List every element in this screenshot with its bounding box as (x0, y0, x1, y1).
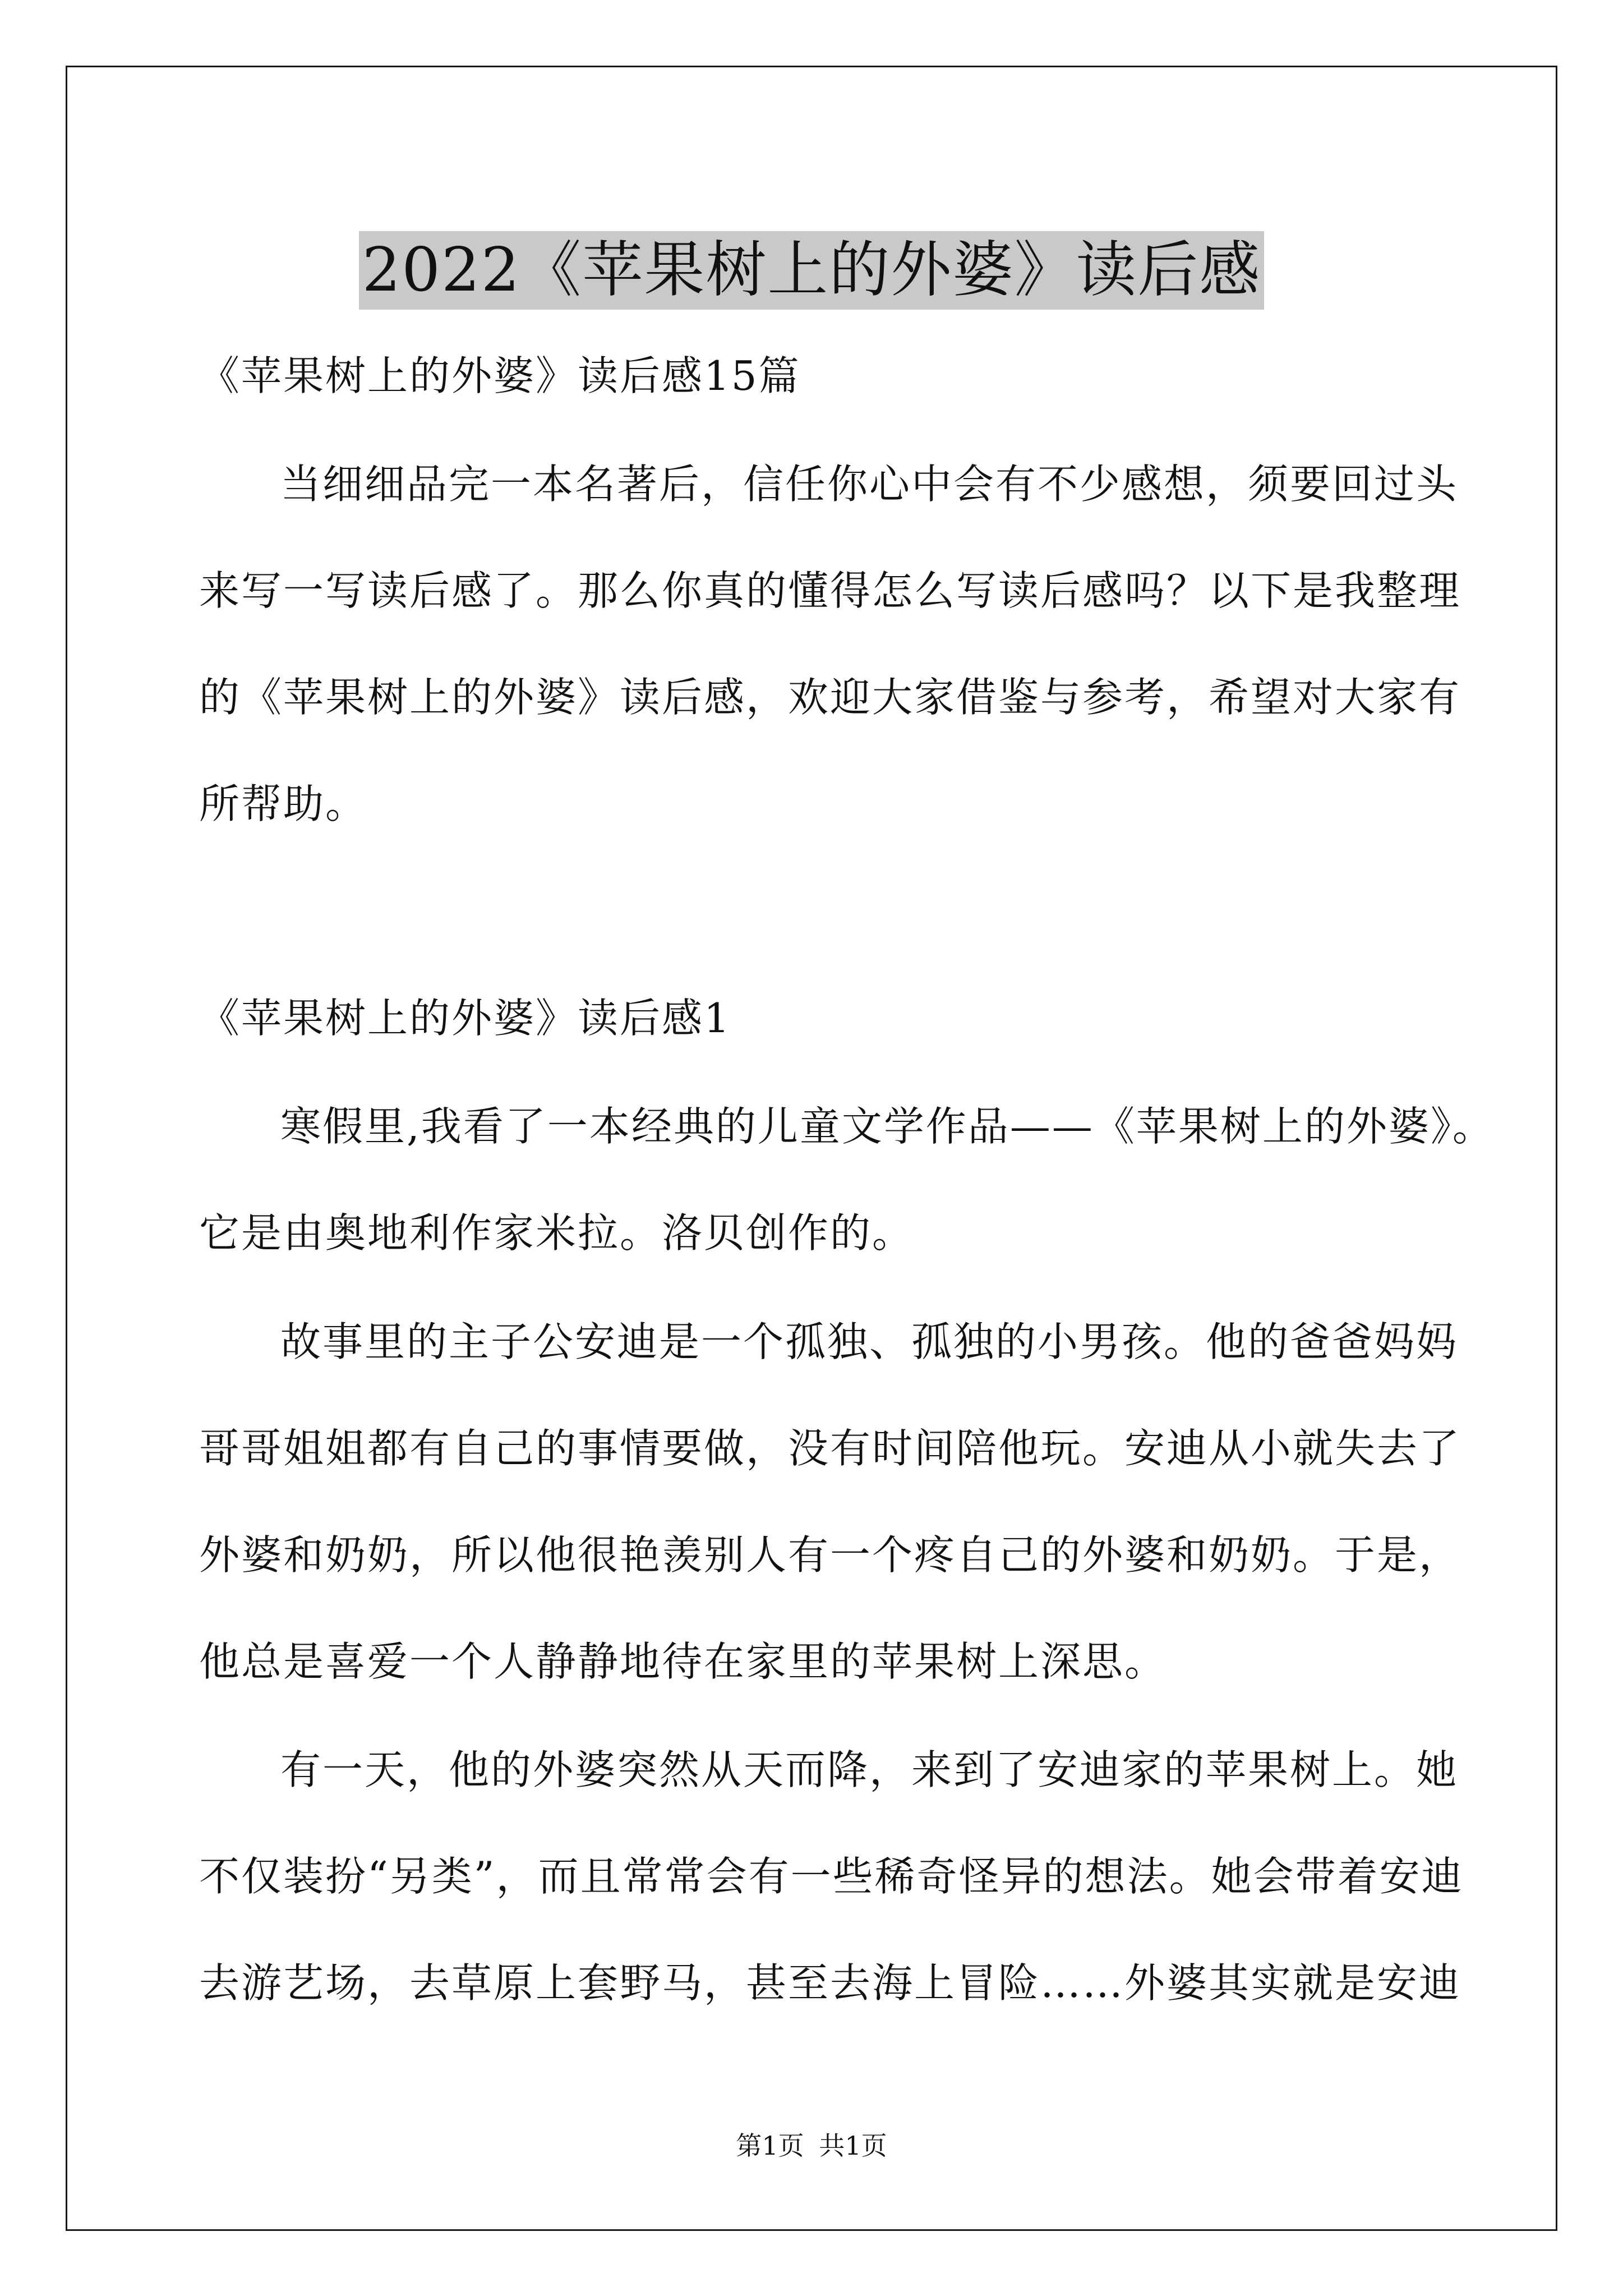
intro-paragraph-line: 所帮助。 (199, 780, 368, 827)
body-paragraph-line: 哥哥姐姐都有自己的事情要做，没有时间陪他玩。安迪从小就失去了 (199, 1425, 1461, 1472)
body-paragraph-line: 外婆和奶奶，所以他很艳羡别人有一个疼自己的外婆和奶奶。于是， (199, 1531, 1461, 1579)
body-paragraph-line: 去游艺场，去草原上套野马，甚至去海上冒险……外婆其实就是安迪 (199, 1959, 1461, 2007)
body-paragraph-line: 他总是喜爱一个人静静地待在家里的苹果树上深思。 (199, 1638, 1167, 1685)
page-footer (0, 2129, 1623, 2162)
section-heading-collection: 《苹果树上的外婆》读后感15篇 (199, 352, 801, 399)
body-paragraph-line: 不仅装扮“另类”，而且常常会有一些稀奇怪异的想法。她会带着安迪 (199, 1853, 1464, 1900)
body-paragraph-line: 故事里的主子公安迪是一个孤独、孤独的小男孩。他的爸爸妈妈 (280, 1318, 1459, 1365)
page-number-total: 共1页 (819, 2131, 887, 2161)
intro-paragraph-line: 当细细品完一本名著后，信任你心中会有不少感想，须要回过头 (280, 461, 1459, 508)
page-number-current: 第1页 (736, 2131, 804, 2161)
document-title: 2022《苹果树上的外婆》读后感 (359, 231, 1265, 310)
body-paragraph-line: 它是由奥地利作家米拉。洛贝创作的。 (199, 1209, 915, 1257)
body-paragraph-line: 寒假里,我看了一本经典的儿童文学作品——《苹果树上的外婆》。 (280, 1103, 1495, 1150)
section-heading-1: 《苹果树上的外婆》读后感1 (199, 995, 731, 1042)
title-container (0, 191, 1623, 351)
intro-paragraph-line: 来写一写读后感了。那么你真的懂得怎么写读后感吗？以下是我整理 (199, 567, 1461, 614)
intro-paragraph-line: 的《苹果树上的外婆》读后感，欢迎大家借鉴与参考，希望对大家有 (199, 674, 1461, 721)
body-paragraph-line: 有一天，他的外婆突然从天而降，来到了安迪家的苹果树上。她 (280, 1746, 1459, 1793)
